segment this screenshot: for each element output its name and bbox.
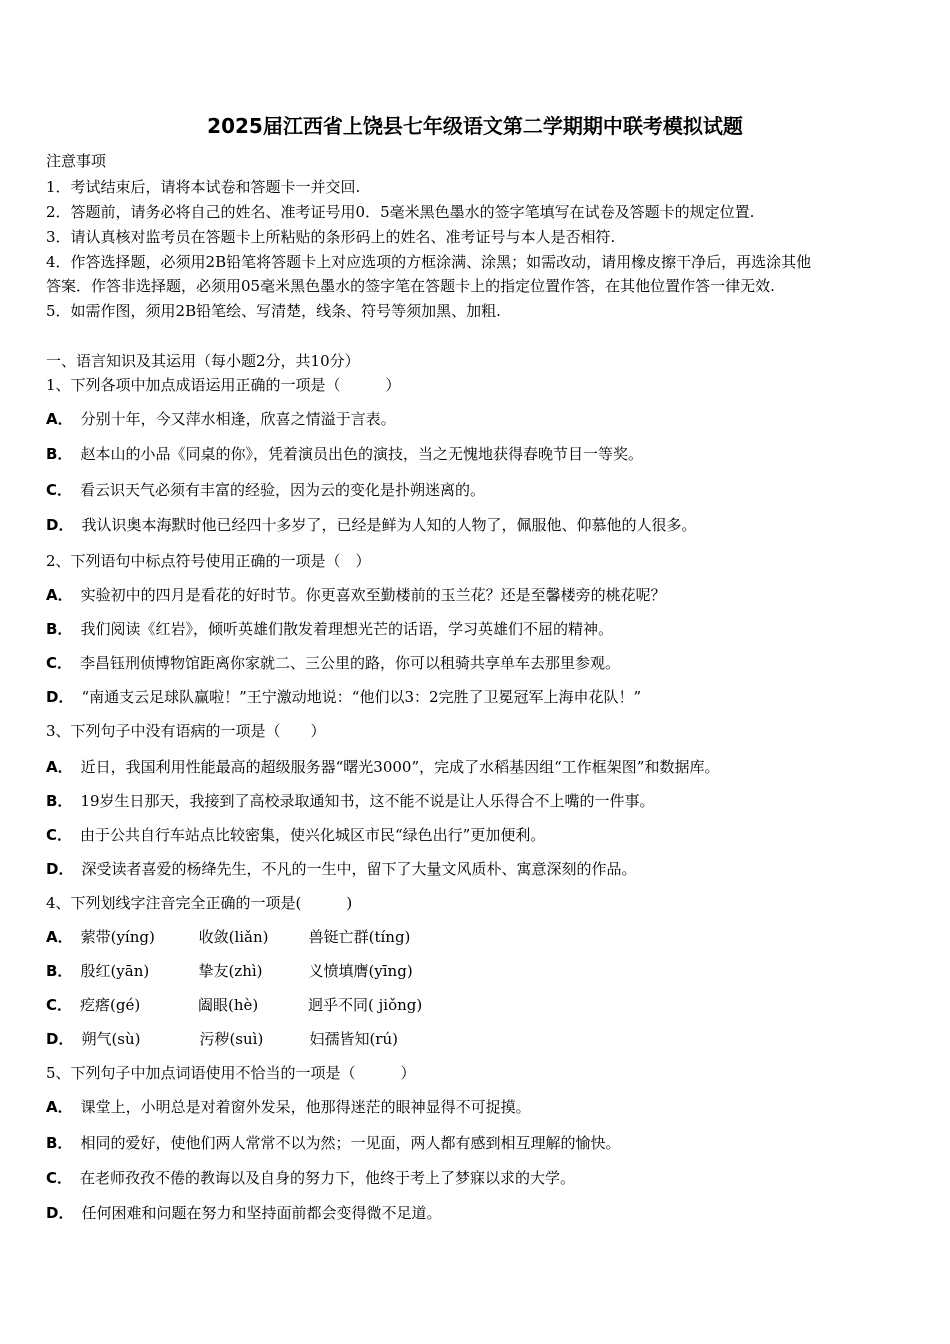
option-text: 李昌钰刑侦博物馆距离你家就二、三公里的路，你可以租骑共享单车去那里参观。 <box>80 654 621 672</box>
notice-item-3: 3．请认真核对监考员在答题卡上所粘贴的条形码上的姓名、准考证号与本人是否相符. <box>46 228 616 246</box>
option-label: D． <box>46 860 74 878</box>
option-text: 深受读者喜爱的杨绛先生，不凡的一生中，留下了大量文风质朴、寓意深刻的作品。 <box>81 860 637 878</box>
question-2-option-d <box>46 687 641 707</box>
option-item: 疙瘩(gé) <box>80 996 141 1014</box>
option-item: 阖眼(hè) <box>198 996 259 1014</box>
page-title: 2025届江西省上饶县七年级语文第二学期期中联考模拟试题 <box>207 114 743 138</box>
option-label: A． <box>46 410 73 428</box>
option-label: B． <box>46 792 73 810</box>
question-2-option-c <box>46 653 620 673</box>
option-label: C． <box>46 996 73 1014</box>
option-item: 污秽(suì) <box>199 1030 264 1048</box>
option-item: 殷红(yān) <box>80 962 150 980</box>
question-5-stem: 5、下列句子中加点词语使用不恰当的一项是（ ） <box>46 1064 416 1082</box>
option-label: C． <box>46 1169 73 1187</box>
question-1-stem: 1、下列各项中加点成语运用正确的一项是（ ） <box>46 376 401 394</box>
question-4-option-a <box>46 927 410 947</box>
question-3-option-b <box>46 791 655 811</box>
question-2-stem: 2、下列语句中标点符号使用正确的一项是（ ） <box>46 552 371 570</box>
option-text: 分别十年，今又萍水相逢，欣喜之情溢于言表。 <box>80 410 396 428</box>
question-1-option-b <box>46 444 643 464</box>
option-label: C． <box>46 654 73 672</box>
question-3-option-a <box>46 757 719 777</box>
question-1-option-a <box>46 409 396 429</box>
notice-item-2: 2．答题前，请务必将自己的姓名、准考证号用0．5毫米黑色墨水的签字笔填写在试卷及答题卡的规定位置. <box>46 203 755 221</box>
question-5-option-b <box>46 1133 620 1153</box>
option-item: 萦带(yíng) <box>80 928 155 946</box>
question-4-option-d <box>46 1029 398 1049</box>
option-label: B． <box>46 445 73 463</box>
question-3-option-c <box>46 825 545 845</box>
option-text: 看云识天气必须有丰富的经验，因为云的变化是扑朔迷离的。 <box>80 481 486 499</box>
option-item: 兽铤亡群(tíng) <box>308 928 411 946</box>
question-5-option-c <box>46 1168 575 1188</box>
option-label: A． <box>46 928 73 946</box>
option-item: 收敛(liǎn) <box>198 928 269 946</box>
question-1-option-d <box>46 515 696 535</box>
option-text: 相同的爱好，使他们两人常常不以为然；一见面，两人都有感到相互理解的愉快。 <box>80 1134 621 1152</box>
option-label: B． <box>46 620 73 638</box>
option-text: 近日，我国利用性能最高的超级服务器“曙光3000”，完成了水稻基因组“工作框架图”和数据库。 <box>80 758 720 776</box>
question-4-option-b <box>46 961 413 981</box>
option-label: D． <box>46 688 74 706</box>
question-5-option-d <box>46 1203 441 1223</box>
question-2-option-a <box>46 585 666 605</box>
option-label: D． <box>46 516 74 534</box>
option-label: A． <box>46 758 73 776</box>
question-4-option-c <box>46 995 422 1015</box>
option-text: 课堂上，小明总是对着窗外发呆，他那得迷茫的眼神显得不可捉摸。 <box>80 1098 531 1116</box>
option-label: B． <box>46 962 73 980</box>
option-text: 赵本山的小品《同桌的你》，凭着演员出色的演技，当之无愧地获得春晚节目一等奖。 <box>80 445 643 463</box>
question-5-option-a <box>46 1097 531 1117</box>
option-text: 实验初中的四月是看花的好时节。你更喜欢至勤楼前的玉兰花？还是至馨楼旁的桃花呢？ <box>80 586 666 604</box>
option-text: 19岁生日那天，我接到了高校录取通知书，这不能不说是让人乐得合不上嘴的一件事。 <box>80 792 655 810</box>
notice-item-1: 1．考试结束后，请将本试卷和答题卡一并交回. <box>46 178 361 196</box>
option-item: 挚友(zhì) <box>198 962 263 980</box>
option-label: D． <box>46 1204 74 1222</box>
option-item: 朔气(sù) <box>81 1030 141 1048</box>
question-2-option-b <box>46 619 613 639</box>
option-label: B． <box>46 1134 73 1152</box>
option-label: C． <box>46 481 73 499</box>
option-text: 我认识奥本海默时他已经四十多岁了，已经是鲜为人知的人物了，佩服他、仰慕他的人很多。 <box>81 516 697 534</box>
option-label: D． <box>46 1030 74 1048</box>
notice-item-4: 4．作答选择题，必须用2B铅笔将答题卡上对应选项的方框涂满、涂黑；如需改动，请用橡皮擦干净后，再选涂其他 <box>46 253 812 271</box>
question-3-option-d <box>46 859 636 879</box>
option-item: 义愤填膺(yīng) <box>308 962 413 980</box>
question-1-option-c <box>46 480 485 500</box>
option-text: “南通支云足球队赢啦！”王宁激动地说：“他们以3：2完胜了卫冕冠军上海申花队！” <box>81 688 642 706</box>
section-heading: 一、语言知识及其运用（每小题2分，共10分） <box>46 352 360 370</box>
notice-heading: 注意事项 <box>46 152 107 170</box>
question-3-stem: 3、下列句子中没有语病的一项是（ ） <box>46 722 326 740</box>
question-4-stem: 4、下列划线字注音完全正确的一项是( ) <box>46 894 353 912</box>
option-label: C． <box>46 826 73 844</box>
option-text: 我们阅读《红岩》，倾听英雄们散发着理想光芒的话语，学习英雄们不屈的精神。 <box>80 620 613 638</box>
option-label: A． <box>46 586 73 604</box>
notice-item-4-cont: 答案．作答非选择题，必须用05毫米黑色墨水的签字笔在答题卡上的指定位置作答，在其他位置作答一律无效. <box>46 277 775 295</box>
option-label: A． <box>46 1098 73 1116</box>
option-item: 妇孺皆知(rú) <box>309 1030 398 1048</box>
option-item: 迥乎不同( jiǒng) <box>308 996 423 1014</box>
option-text: 由于公共自行车站点比较密集，使兴化城区市民“绿色出行”更加便利。 <box>80 826 546 844</box>
option-text: 在老师孜孜不倦的教诲以及自身的努力下，他终于考上了梦寐以求的大学。 <box>80 1169 576 1187</box>
option-text: 任何困难和问题在努力和坚持面前都会变得微不足道。 <box>81 1204 442 1222</box>
notice-item-5: 5．如需作图，须用2B铅笔绘、写清楚，线条、符号等须加黑、加粗. <box>46 302 501 320</box>
